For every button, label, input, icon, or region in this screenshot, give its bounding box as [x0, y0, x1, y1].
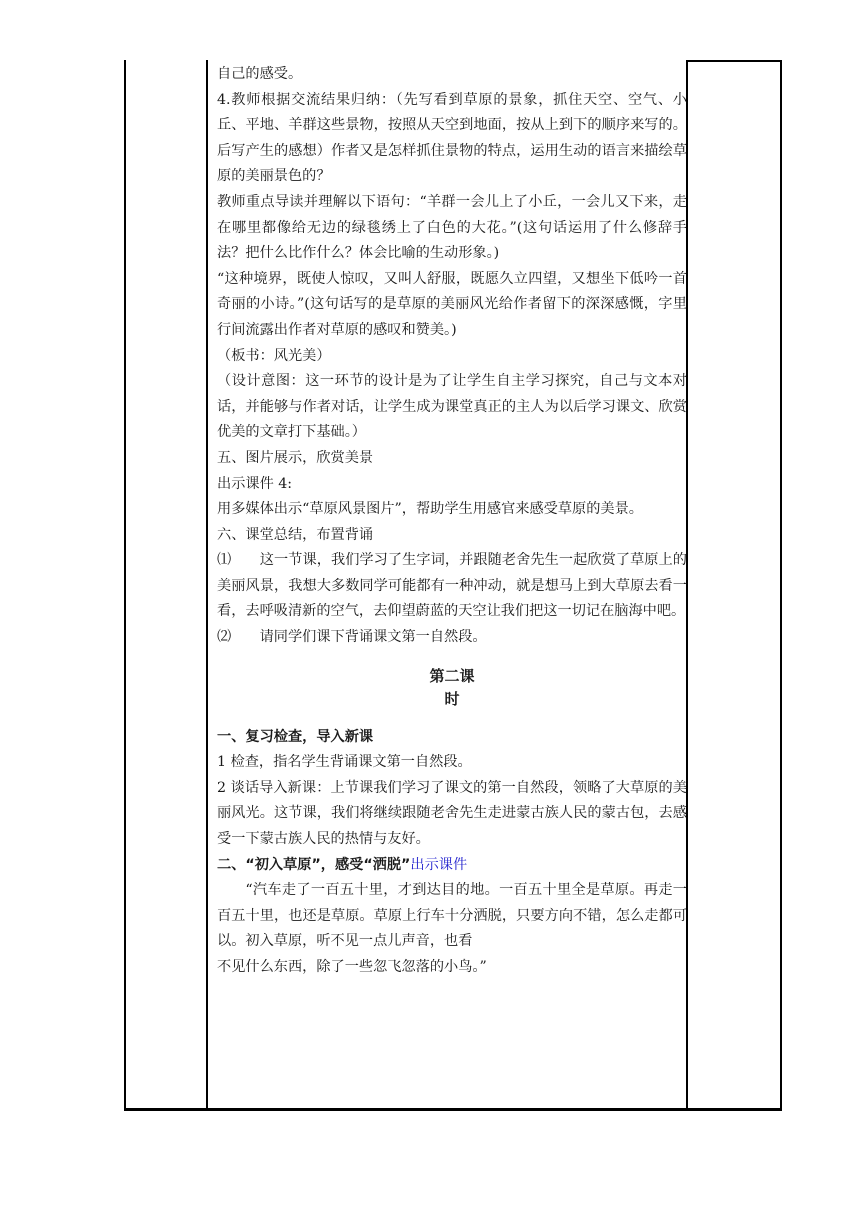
section-heading-text: 二、“初入草原”，感受“洒脱” — [217, 856, 411, 873]
lesson-content — [217, 62, 687, 981]
paragraph: 用多媒体出示“草原风景图片”，帮助学生用感官来感受草原的美景。 — [217, 501, 643, 518]
section-heading: 五、图片展示，欣赏美景 — [217, 449, 374, 466]
lesson-title-cont: 时 — [444, 689, 460, 708]
paragraph: 自己的感受。 — [217, 66, 303, 82]
section-heading-bold — [217, 853, 687, 879]
paragraph: “这种境界，既使人惊叹，又叫人舒服，既愿久立四望，又想坐下低吟一首奇丽的小诗。”(这句话写的是草原的美丽风光给作者留下的深深感慨，字里行间流露出作者对草原的感叹和赞美。) — [217, 270, 687, 338]
courseware-link[interactable]: 出示课件 — [410, 856, 468, 873]
paragraph: （设计意图：这一环节的设计是为了让学生自主学习探究，自己与文本对话，并能够与作者对话，让学生成为课堂真正的主人为以后学习课文、欣赏优美的文章打下基础。） — [217, 373, 687, 441]
paragraph: 1 检查，指名学生背诵课文第一自然段。 — [217, 754, 472, 771]
paragraph: 4.教师根据交流结果归纳：（先写看到草原的景象，抓住天空、空气、小丘、平地、羊群这些景物，按照从天空到地面，按从上到下的顺序来写的。后写产生的感想）作者又是怎样抓住景物的特点，运用生动的语言来描绘草原的美丽景色的？ — [217, 91, 687, 185]
section-heading: 六、课堂总结，布置背诵 — [217, 526, 374, 543]
paragraph: ⑴ 这一节课，我们学习了生字词，并跟随老舍先生一起欣赏了草原上的美丽风景，我想大多数同学可能都有一种冲动，就是想马上到大草原去看一看，去呼吸清新的空气，去仰望蔚蓝的天空让我们把这一切记在脑海中吧。 — [217, 552, 687, 620]
lesson-title: 第二课 — [429, 666, 475, 685]
table-border-col1 — [206, 60, 208, 1110]
table-border-right — [780, 60, 782, 1110]
quote-paragraph: “汽车走了一百五十里，才到达目的地。一百五十里全是草原。再走一百五十里，也还是草原。草原上行车十分洒脱，只要方向不错，怎么走都可以。初入草原，听不见一点儿声音，也看 — [217, 882, 687, 950]
table-border-left — [124, 60, 126, 1110]
section-heading-bold: 一、复习检查，导入新课 — [217, 728, 374, 745]
paragraph: 教师重点导读并理解以下语句：“羊群一会儿上了小丘，一会儿又下来，走在哪里都像给无边的绿毯绣上了白色的大花。”(这句话运用了什么修辞手法？把什么比作什么？体会比喻的生动形象。) — [217, 193, 687, 262]
paragraph: ⑵ 请同学们课下背诵课文第一自然段。 — [217, 629, 487, 646]
table-border-bottom — [124, 1108, 782, 1111]
table-border-top-right — [686, 60, 782, 62]
paragraph: 2 谈话导入新课：上节课我们学习了课文的第一自然段，领略了大草原的美丽风光。这节课，我们将继续跟随老舍先生走进蒙古族人民的蒙古包，去感受一下蒙古族人民的热情与友好。 — [217, 779, 687, 848]
quote-paragraph-end: 不见什么东西，除了一些忽飞忽落的小鸟。” — [217, 959, 487, 975]
paragraph: （板书：风光美） — [217, 347, 331, 364]
paragraph: 出示课件 4: — [217, 475, 293, 492]
